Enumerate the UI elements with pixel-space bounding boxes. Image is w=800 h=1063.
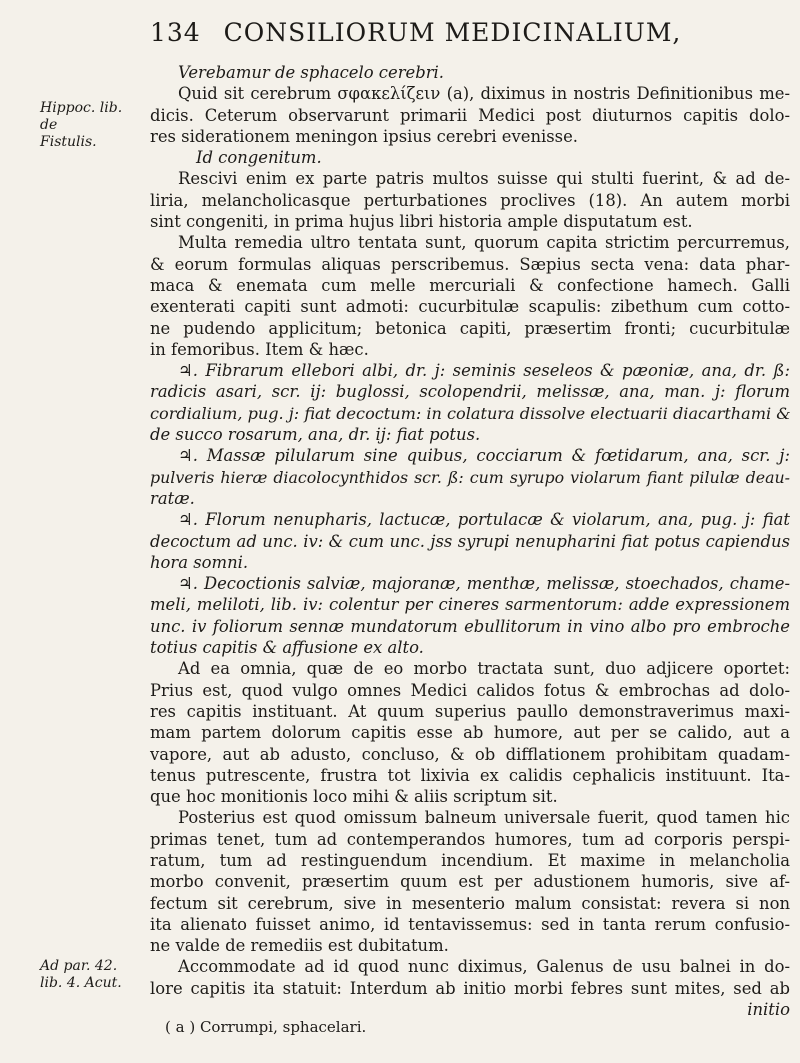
prescription-line: de succo rosarum, ana, dr. ij: fiat potus. bbox=[150, 425, 481, 445]
text-line: Id congenitum. bbox=[196, 148, 322, 168]
prescription-line: ♃. Florum nenupharis, lactucæ, portulacæ & violarum, ana, pug. j: fiat bbox=[178, 510, 790, 530]
text-line: Multa remedia ultro tentata sunt, quorum capita strictim percurremus, bbox=[178, 233, 790, 253]
margin-note-line: lib. 4. Acut. bbox=[40, 975, 122, 991]
text-line: sint congeniti, in prima hujus libri historia ample disputatum est. bbox=[150, 212, 693, 232]
prescription-line: ♃. Massæ pilularum sine quibus, cocciarum & fœtidarum, ana, scr. j: bbox=[178, 446, 790, 466]
text-line: Verebamur de sphacelo cerebri. bbox=[178, 63, 445, 82]
text-line: Rescivi enim ex parte patris multos suisse qui stulti fuerint, & ad de- bbox=[178, 169, 790, 189]
text-line: ne pudendo applicitum; betonica capiti, præsertim fronti; cucurbitulæ bbox=[150, 318, 790, 338]
margin-note-hippocrates bbox=[40, 100, 140, 151]
text-line: morbo convenit, præsertim quum est per adustionem humoris, sive af- bbox=[150, 872, 790, 892]
prescription-line: pulveris hieræ diacolocynthidos scr. ß: cum syrupo violarum fiant pilulæ deau- bbox=[150, 467, 790, 487]
text-line: maca & enemata cum melle mercuriali & confectione hamech. Galli bbox=[150, 275, 790, 295]
text-line: exenterati capiti sunt admoti: cucurbitulæ scapulis: zibethum cum cotto- bbox=[150, 297, 790, 317]
footnote: ( a ) Corrumpi, sphacelari. bbox=[165, 1018, 367, 1036]
text-line: liria, melancholicasque perturbationes proclives (18). An autem morbi bbox=[150, 190, 790, 210]
text-line: lore capitis ita statuit: Interdum ab initio morbi febres sunt mites, sed ab bbox=[150, 978, 790, 998]
text-line: vapore, aut ab adusto, concluso, & ob difflationem prohibitam quadam- bbox=[150, 744, 790, 764]
prescription-line: ratæ. bbox=[150, 488, 195, 508]
text-line: que hoc monitionis loco mihi & aliis scriptum sit. bbox=[150, 787, 558, 807]
running-header bbox=[150, 18, 790, 47]
text-line: ita alienato fuisset animo, id tentavissemus: sed in tanta rerum confusio- bbox=[150, 914, 790, 934]
text-line: mam partem dolorum capitis esse ab humore, aut per se calido, aut a bbox=[150, 723, 790, 743]
text-line: primas tenet, tum ad contemperandos humores, tum ad corporis perspi- bbox=[150, 829, 790, 849]
text-line: ne valde de remediis est dubitatum. bbox=[150, 936, 449, 956]
body-text bbox=[150, 62, 790, 1020]
text-line: Posterius est quod omissum balneum universale fuerit, quod tamen hic bbox=[178, 808, 790, 828]
text-line: in femoribus. Item & hæc. bbox=[150, 339, 369, 359]
text-line: res siderationem meningon ipsius cerebri evenisse. bbox=[150, 126, 578, 146]
text-line: tenus putrescente, frustra tot lixivia ex calidis cephalicis instituunt. Ita- bbox=[150, 765, 790, 785]
running-title: CONSILIORUM MEDICINALIUM, bbox=[223, 18, 682, 47]
text-line: ratum, tum ad restinguendum incendium. Et maxime in melancholia bbox=[150, 850, 790, 870]
margin-note-line: Hippoc. lib. de bbox=[40, 100, 123, 133]
prescription-line: hora somni. bbox=[150, 552, 249, 572]
prescription-line: totius capitis & affusione ex alto. bbox=[150, 638, 424, 658]
page-number: 134 bbox=[150, 18, 201, 47]
margin-note-line: Ad par. 42. bbox=[40, 958, 118, 974]
prescription-line: radicis asari, scr. ij: buglossi, scolopendrii, melissæ, ana, man. j: florum bbox=[150, 382, 790, 402]
margin-note-galenus bbox=[40, 958, 140, 992]
margin-note-line: Fistulis. bbox=[40, 134, 97, 150]
prescription-line: cordialium, pug. j: fiat decoctum: in colatura dissolve electuarii diacarthami & bbox=[150, 403, 791, 423]
catchword: initio bbox=[747, 1000, 790, 1020]
prescription-line: ♃. Fibrarum ellebori albi, dr. j: seminis seseleos & pæoniæ, ana, dr. ß: bbox=[178, 361, 790, 381]
text-line: Ad ea omnia, quæ de eo morbo tractata sunt, duo adjicere oportet: bbox=[178, 659, 790, 679]
prescription-line: decoctum ad unc. iv: & cum unc. jss syrupi nenupharini fiat potus capiendus bbox=[150, 531, 790, 551]
text-line: Quid sit cerebrum σφακελίζειν (a), diximus in nostris Definitionibus me- bbox=[178, 84, 790, 104]
text-line: Accommodate ad id quod nunc diximus, Galenus de usu balnei in do- bbox=[178, 957, 790, 977]
text-line: dicis. Ceterum observarunt primarii Medici post diuturnos capitis dolo- bbox=[150, 105, 790, 125]
prescription-line: meli, meliloti, lib. iv: colentur per cineres sarmentorum: adde expressionem bbox=[150, 595, 790, 615]
prescription-line: unc. iv foliorum sennæ mundatorum ebullitorum in vino albo pro embroche bbox=[150, 616, 790, 636]
text-line: fectum sit cerebrum, sive in mesenterio malum consistat: revera si non bbox=[150, 893, 790, 913]
text-line: & eorum formulas aliquas perscribemus. Sæpius secta vena: data phar- bbox=[150, 254, 790, 274]
prescription-line: ♃. Decoctionis salviæ, majoranæ, menthæ, melissæ, stoechados, chame- bbox=[178, 574, 790, 594]
text-line: Prius est, quod vulgo omnes Medici calidos fotus & embrochas ad dolo- bbox=[150, 680, 790, 700]
text-line: res capitis instituant. At quum superius paullo demonstraverimus maxi- bbox=[150, 701, 790, 721]
